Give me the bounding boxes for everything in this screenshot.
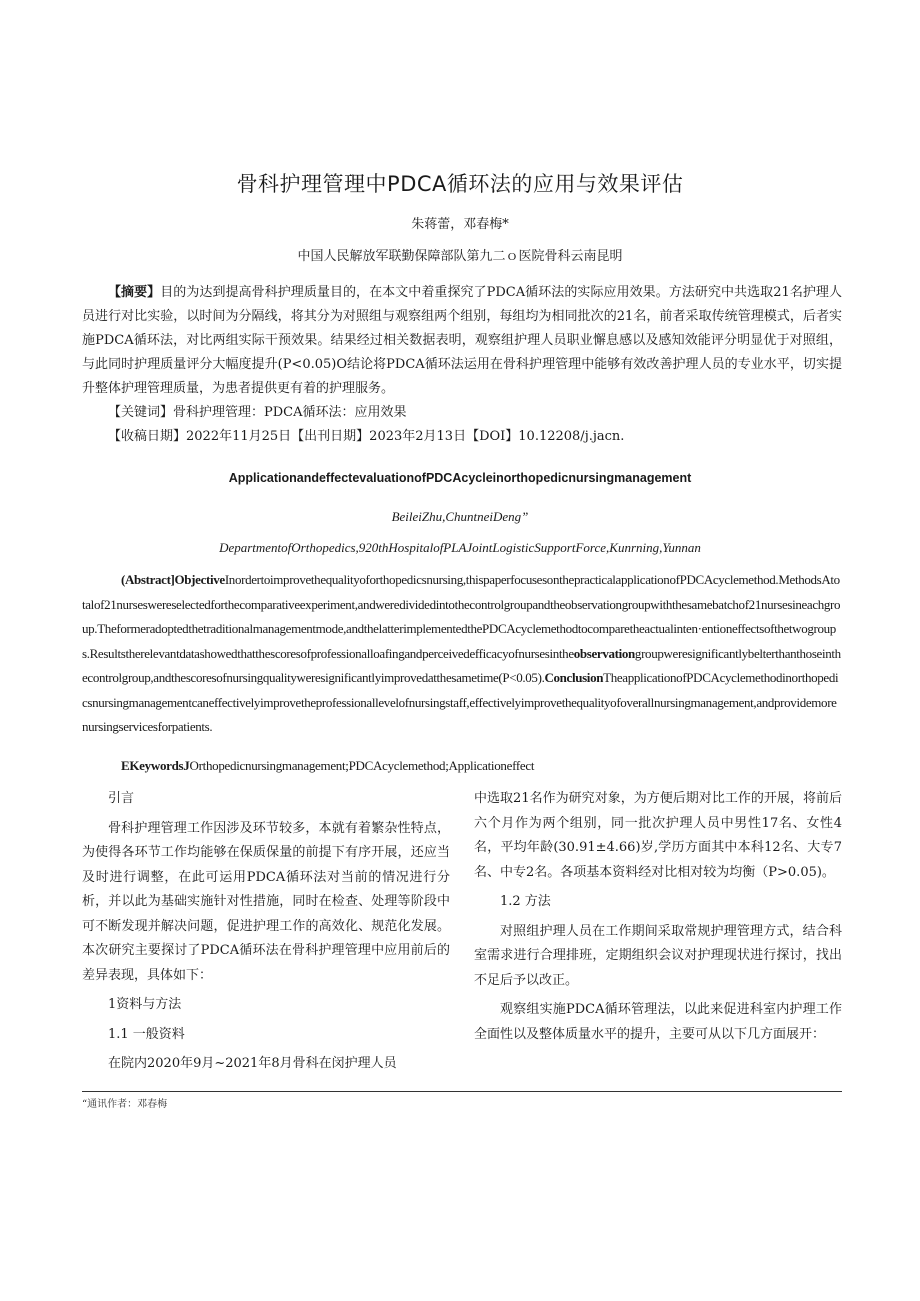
section-1-heading: 1资料与方法 [108,997,182,1012]
section-1-1-paragraph-cont: 中选取21名作为研究对象，为方便后期对比工作的开展，将前后六个月作为两个组别，同一批次护理人员中男性17名、女性4名，平均年龄(30.91±4.66)岁,学历方面其中本科12名、大专7名、中专2名。各项基本资料经对比相对较为均衡（P>0.05)。 [474,791,842,880]
english-keywords-label: EKeywordsJ [121,758,190,773]
section-1-2-heading: 1.2 方法 [500,894,551,909]
english-abstract-paragraph [82,568,842,740]
english-affiliation: DepartmentofOrthopedics,920thHospitalofPLAJointLogisticSupportForce,Kunrning,Yunnan [219,540,701,555]
english-keywords-text: Orthopedicnursingmanagement;PDCAcyclemethod;Applicationeffect [189,758,535,773]
english-keywords [82,758,842,774]
keywords-line: 【关键词】骨科护理管理：PDCA循环法：应用效果 [108,405,407,420]
body-left-column [82,787,450,1082]
english-abstract-bold-observation: observation [573,645,635,661]
body-right-column [474,787,842,1052]
affiliation: 中国人民解放军联勤保障部队第九二ｏ医院骨科云南昆明 [297,249,623,264]
footnote-divider [82,1091,842,1092]
english-abstract-conclusion-label: Conclusion [544,670,604,685]
english-abstract-label: (Abstract]Objective [121,572,225,587]
english-authors: BeileiZhu,ChuntneiDeng” [391,509,529,524]
english-abstract [82,568,842,740]
footnote: “通讯作者：邓春梅 [82,1099,168,1110]
english-abstract-text-1: Inordertoimprovethequalityoforthopedicsnursing,thispaperfocusesonthepracticalapplicationofPDCAcyclemethod.MethodsAtotalof21nurseswereselectedforthecomparativeexperiment,andweredividedintothecontrolgroupandtheobservationgroupwiththesamebatchof21nursesineachgroup.Theformeradoptedthetraditionalmanagementmode,andthelatterimplementedthePDCAcyclemethodtocomparetheactualinten·entioneffectsofthetwogroups.Resultstherelevantdatashowedthatthescoresofprofessionalloafingandperceivedefficacyofnursesinthe [82,572,841,661]
paper-title: 骨科护理管理中PDCA循环法的应用与效果评估 [236,172,684,196]
abstract-label: 【摘要】 [108,285,161,300]
chinese-abstract [82,281,842,449]
section-1-1-heading: 1.1 一般资料 [108,1026,185,1042]
abstract-paragraph [82,281,842,401]
control-group-paragraph: 对照组护理人员在工作期间采取常规护理管理方式，结合科室需求进行合理排班，定期组织会议对护理现状进行探讨，找出不足后予以改正。 [474,923,842,988]
intro-paragraph: 骨科护理管理工作因涉及环节较多，本就有着繁杂性特点，为使得各环节工作均能够在保质保量的前提下有序开展，还应当及时进行调整，在此可运用PDCA循环法对当前的情况进行分析，并以此为基础实施针对性措施，同时在检查、处理等阶段中可不断发现并解决问题，促进护理工作的高效化、规范化发展。本次研究主要探讨了PDCA循环法在骨科护理管理中应用前后的差异表现，具体如下： [82,820,450,983]
author-list: 朱蒋蕾，邓春梅* [411,217,509,232]
english-abstract-text-3: TheapplicationofPDCAcyclemethodinorthopedicsnursingmanagementcaneffectivelyimprovetheprofessionallevelofnursingstaff,effectivelyimprovethequalityofoverallnursingmanagement,andprovidemorenursingservicesforpatients. [82,670,839,734]
dates-line: 【收稿日期】2022年11月25日【出刊日期】2023年2月13日【DOI】10.12208/j.jacn. [108,429,625,444]
observation-group-paragraph: 观察组实施PDCA循环管理法，以此来促进科室内护理工作全面性以及整体质量水平的提升，主要可从以下几方面展开： [474,1002,842,1042]
section-1-1-paragraph-start: 在院内2020年9月~2021年8月骨科在闵护理人员 [108,1056,397,1071]
english-abstract-text-2: groupweresignificantlybelterthanthoseinthecontrolgroup,andthescoresofnursingqualityweresignificantlyimprovedatthesametime(P<0.05). [82,645,841,685]
abstract-text: 目的为达到提高骨科护理质量目的，在本文中着重探究了PDCA循环法的实际应用效果。方法研究中共选取21名护理人员进行对比实验，以时间为分隔线，将其分为对照组与观察组两个组别，每组均为相同批次的21名，前者采取传统管理模式，后者实施PDCA循环法，对比两组实际干预效果。结果经过相关数据表明，观察组护理人员职业懈息感以及感知效能评分明显优于对照组，与此同时护理质量评分大幅度提升(P<0.05)O结论将PDCA循环法运用在骨科护理管理中能够有效改善护理人员的专业水平，切实提升整体护理管理质量，为患者提供更有着的护理服务。 [82,285,842,396]
intro-heading: 引言 [108,791,135,806]
english-title: ApplicationandeffectevaluationofPDCAcycleinorthopedicnursingmanagement [228,471,692,485]
